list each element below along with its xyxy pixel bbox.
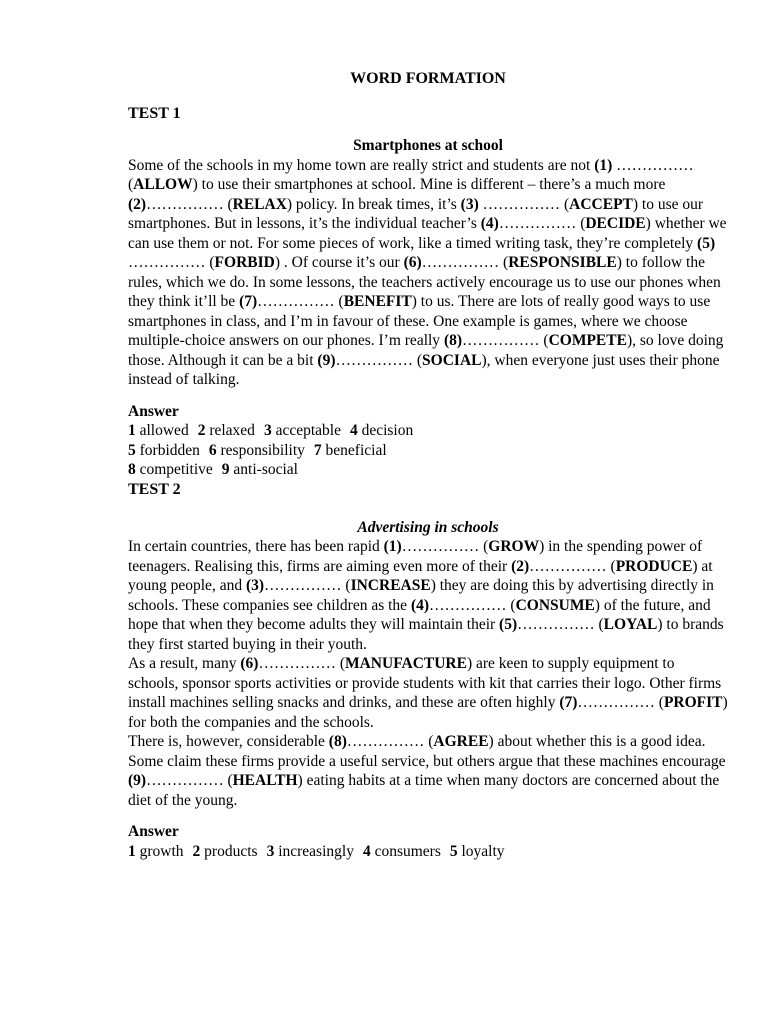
test-1-answer-key [128,421,728,480]
passage-text: ) about whether this is a good idea. Some claim these firms provide a useful service, but others argue that these machines encourage [128,733,726,770]
passage-text: …………… ( [128,254,215,271]
answer-item [267,843,354,860]
answer-word: beneficial [325,441,387,459]
answer-item [128,422,189,439]
test-2-answer-key [128,842,728,862]
root-word: CONSUME [515,596,595,614]
gap-number: (9) [317,351,336,369]
test-1-answer-heading: Answer [128,402,179,420]
answer-number: 9 [221,461,230,478]
test-2-passage-title: Advertising in schools [357,518,499,536]
root-word: MANUFACTURE [344,655,467,672]
passage-text: ) of the future, and hope that when they become adults they will maintain their [128,596,711,633]
gap-number: (5) [697,234,716,252]
passage-text: ) they are doing this by advertising directly in schools. These companies see children as the [128,577,714,614]
passage-text: …………… ( [401,538,489,555]
answer-word: decision [361,422,414,439]
passage-text: …………… ( [264,577,351,594]
answer-word: growth [139,842,184,860]
answer-number: 4 [362,842,371,860]
answer-item [450,843,505,860]
answer-item [363,843,441,860]
answer-item [128,442,200,459]
gap-number: (2) [128,195,147,213]
passage-paragraph [128,537,728,654]
gap-number: (4) [480,215,499,232]
passage-text: ), when everyone just uses their phone instead of talking. [128,351,720,388]
passage-text: ) policy. In break times, it’s [286,195,461,213]
gap-number: (6) [403,254,422,271]
answer-number: 7 [313,441,322,459]
answer-line [128,842,728,862]
root-word: LOYAL [603,616,658,633]
passage-text: ) at young people, and [128,557,713,594]
gap-number: (7) [559,694,578,711]
root-word: INCREASE [350,577,431,594]
answer-word: products [204,842,258,860]
test-2-section [128,480,728,862]
passage-text: ) whether we can use them or not. For some pieces of work, like a timed writing task, they’re completely [128,215,727,252]
gap-number: (1) [594,156,613,174]
answer-item [222,461,298,478]
test-1-passage-title: Smartphones at school [353,137,503,154]
answer-line [128,421,728,441]
answer-word: responsibility [220,441,305,459]
test-2-passage [128,537,728,810]
passage-text: …………… ( [146,195,233,213]
answer-number: 2 [192,842,201,860]
test-2-heading: TEST 2 [128,480,181,498]
passage-text: …………… ( [577,694,664,711]
answer-number: 1 [128,842,136,860]
passage-text: ) to use their smartphones at school. Mine is different – there’s a much more [192,176,666,193]
answer-item [128,461,213,478]
answer-number: 1 [128,422,136,439]
answer-number: 3 [263,422,272,439]
test-1-passage [128,156,728,390]
passage-text: ) to brands they first started buying in their youth. [128,616,724,653]
test-1-section [128,104,728,480]
root-word: ALLOW [133,176,193,193]
answer-number: 4 [349,422,358,439]
gap-number: (9) [128,772,147,789]
document-page [128,68,728,861]
root-word: HEALTH [232,772,298,789]
passage-text: ) to use our smartphones. But in lessons, it’s the individual teacher’s [128,195,704,232]
answer-item [193,843,258,860]
answer-line [128,460,728,480]
answer-number: 5 [128,441,136,459]
passage-text: ) to us. There are lots of really good ways to use smartphones in class, and I’m in favour of these. One example is games, where we choose multiple-choice answers on our phones. I’m really [128,293,711,349]
root-word: COMPETE [548,332,627,349]
answer-word: loyalty [461,842,505,860]
root-word: SOCIAL [422,351,482,369]
gap-number: (6) [240,655,259,672]
passage-text: ) . Of course it’s our [274,254,404,271]
answer-number: 6 [208,441,217,459]
passage-text: …………… ( [478,195,570,213]
answer-number: 2 [197,422,206,439]
gap-number: (3) [460,195,479,213]
passage-text: ) to follow the rules, which we do. In some lessons, the teachers actively encourage us to use our phones when they think it’ll be [128,254,721,310]
passage-paragraph [128,156,728,390]
passage-text: ) for both the companies and the schools. [128,694,728,731]
root-word: AGREE [433,733,489,750]
gap-number: (4) [410,596,430,614]
passage-text: …………… ( [421,254,509,271]
gap-number: (1) [383,538,402,555]
answer-item [264,422,341,439]
root-word: PROFIT [663,694,723,711]
passage-text: There is, however, considerable [128,733,329,750]
passage-text: …………… ( [258,655,345,672]
root-word: RESPONSIBLE [508,254,617,271]
passage-text: …………… ( [498,215,586,232]
passage-text: As a result, many [128,655,241,672]
answer-number: 3 [266,842,275,860]
passage-text: …………… ( [517,616,604,633]
gap-number: (7) [239,293,258,310]
gap-number: (8) [443,332,463,349]
passage-text: …………… ( [257,293,344,310]
gap-number: (8) [328,733,347,750]
passage-text: ) eating habits at a time when many doctors are concerned about the diet of the young. [128,772,720,809]
answer-word: anti-social [233,461,298,478]
passage-text: In certain countries, there has been rapid [128,538,384,555]
answer-word: consumers [374,842,441,860]
answer-word: acceptable [275,422,341,439]
answer-item [128,843,184,860]
answer-word: allowed [139,422,189,439]
answer-item [198,422,255,439]
answer-item [350,422,413,439]
passage-text: ) are keen to supply equipment to schools, sponsor sports activities or provide students with kit that carries their logo. Other firms install machines selling snacks and drinks, and these are often highly [128,655,722,711]
passage-text: …………… ( [346,733,434,750]
test-1-heading: TEST 1 [128,105,181,122]
answer-word: increasingly [278,842,354,860]
passage-text: …………… ( [462,332,549,349]
passage-text: …………… ( [529,557,616,575]
passage-text: …………… ( [128,156,694,193]
passage-text: ), so love doing those. Although it can be a bit [128,332,724,369]
answer-item [209,442,305,459]
test-2-answer-heading: Answer [128,823,179,840]
root-word: GROW [488,538,540,555]
passage-text: …………… ( [429,596,516,614]
answer-number: 8 [128,461,136,478]
passage-text: …………… ( [335,351,423,369]
passage-text: Some of the schools in my home town are really strict and students are not [128,156,595,174]
root-word: FORBID [214,254,275,271]
passage-text: …………… ( [146,772,233,789]
root-word: RELAX [232,195,287,213]
answer-word: competitive [139,461,213,478]
root-word: BENEFIT [343,293,412,310]
passage-paragraph [128,732,728,810]
answer-word: forbidden [139,441,200,459]
answer-word: relaxed [209,422,255,439]
document-title: WORD FORMATION [350,70,506,87]
gap-number: (3) [245,577,265,594]
answer-number: 5 [449,842,458,860]
root-word: PRODUCE [615,557,693,575]
passage-paragraph [128,654,728,732]
root-word: ACCEPT [569,195,633,213]
answer-line [128,441,728,461]
root-word: DECIDE [585,215,646,232]
gap-number: (2) [511,557,530,575]
passage-text: ) in the spending power of teenagers. Realising this, firms are aiming even more of their [128,538,703,575]
gap-number: (5) [499,616,518,633]
answer-item [314,442,387,459]
